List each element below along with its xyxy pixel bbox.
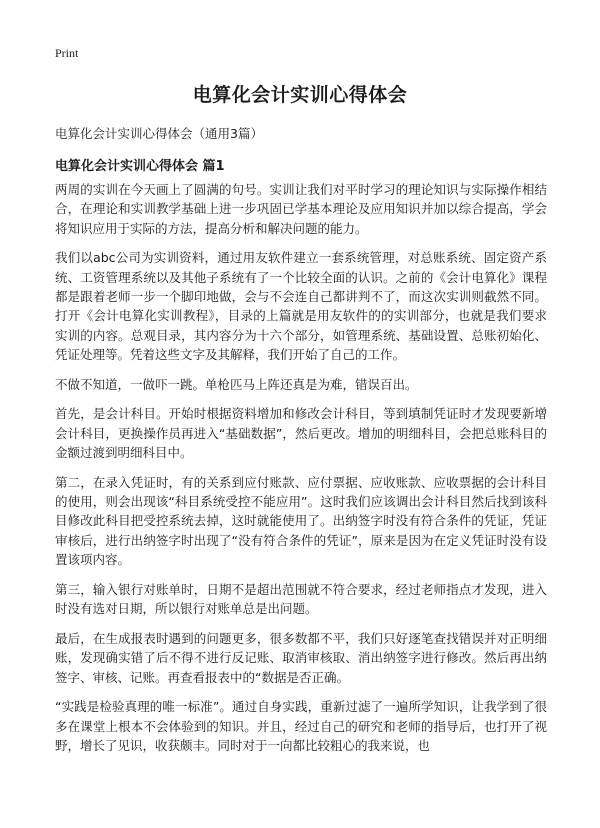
paragraph-6: 第三，输入银行对账单时，日期不是超出范围就不符合要求，经过老师指点才发现，进入时没有选对日期，所以银行对账单总是出问题。 bbox=[55, 581, 547, 617]
document-subtitle: 电算化会计实训心得体会（通用3篇） bbox=[55, 126, 263, 141]
print-link[interactable]: Print bbox=[55, 46, 79, 60]
paragraph-8: “实践是检验真理的唯一标准”。通过自身实践，重新过滤了一遍所学知识，让我学到了很多在课堂上根本不会体验到的知识。并且，经过自己的研究和老师的指导后，也打开了视野，增长了见识，收获颇丰。同时对于一向都比较粗心的我来说，也 bbox=[55, 699, 547, 753]
page-title: 电算化会计实训心得体会 bbox=[192, 84, 408, 106]
paragraph-1: 两周的实训在今天画上了圆满的句号。实训让我们对平时学习的理论知识与实际操作相结合，在理论和实训教学基础上进一步巩固已学基本理论及应用知识并加以综合提高，学会将知识应用于实际的方法，提高分析和解决问题的能力。 bbox=[55, 182, 547, 236]
section-heading: 电算化会计实训心得体会 篇1 bbox=[55, 159, 225, 174]
article-body bbox=[55, 180, 547, 766]
paragraph-5: 第二，在录入凭证时，有的关系到应付账款、应付票据、应收账款、应收票据的会计科目的使用，则会出现该“科目系统受控不能应用”。这时我们应该调出会计科目然后找到该科目修改此科目把受控系统去掉，这时就能使用了。出纳签字时没有符合条件的凭证，凭证审核后，进行出纳签字时出现了“没有符合条件的凭证”，原来是因为在定义凭证时没有设置该项内容。 bbox=[55, 474, 547, 568]
paragraph-3: 不做不知道，一做吓一跳。单枪匹马上阵还真是为难，错误百出。 bbox=[55, 376, 418, 392]
paragraph-7: 最后，在生成报表时遇到的问题更多，很多数都不平，我们只好逐笔查找错误并对正明细账，发现确实错了后不得不进行反记账、取消审核取、消出纳签字进行修改。然后再出纳签字、审核、记账。再查看报表中的“数据是否正确。 bbox=[55, 630, 547, 685]
paragraph-2: 我们以abc公司为实训资料，通过用友软件建立一套系统管理，对总账系统、固定资产系统、工资管理系统以及其他子系统有了一个比较全面的认识。之前的《会计电算化》课程都是跟着老师一步一个脚印地做，会与不会连自己都讲判不了，而这次实训则截然不同。打开《会计电算化实训教程》，目录的上篇就是用友软件的的实训部分，也就是我们要求实训的内容。总观目录，其内容分为十六个部分，如管理系统、基础设置、总账初始化、凭证处理等。凭着这些文字及其解释，我们开始了自己的工作。 bbox=[55, 250, 547, 362]
paragraph-4: 首先，是会计科目。开始时根据资料增加和修改会计科目，等到填制凭证时才发现要新增会计科目，更换操作员再进入“基础数据”，然后更改。增加的明细科目，会把总账科目的金额过渡到明细科目中。 bbox=[55, 406, 547, 461]
